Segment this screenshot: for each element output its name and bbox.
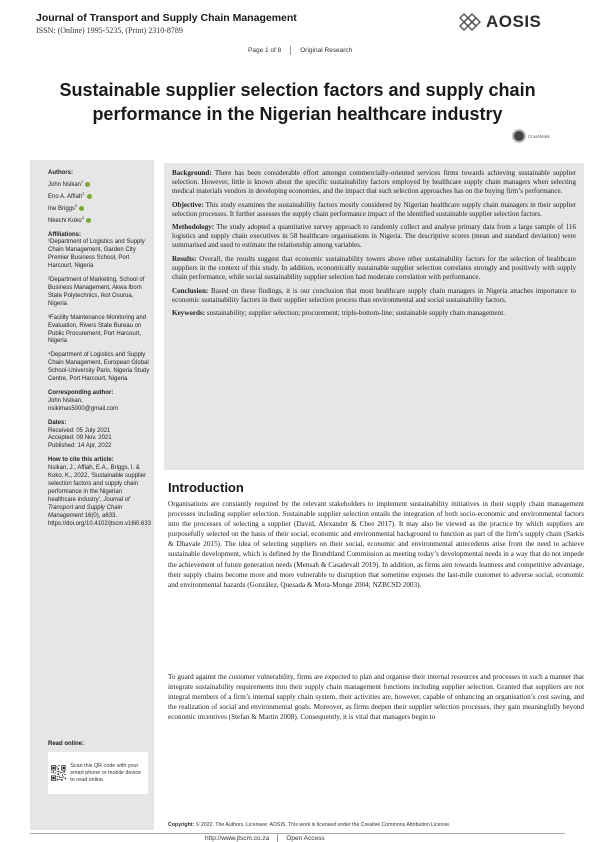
affiliation-item: ¹Department of Logistics and Supply Chain Management, Garden City Premier Business School, Port Harcourt, Nigeria: [48, 239, 145, 270]
affiliations-heading: Affiliations:: [48, 231, 81, 238]
corresponding-heading: Corresponding author:: [48, 389, 114, 396]
copyright-notice: Copyright: © 2022. The Authors. Licensee: AOSIS. This work is licensed under the Creative Commons Attribution License.: [168, 822, 451, 828]
crossmark-icon: [512, 129, 526, 143]
page-number: Page 1 of 8: [248, 47, 282, 54]
read-online-label: Read online:: [48, 741, 85, 747]
divider: [277, 834, 278, 842]
article-section: Original Research: [300, 47, 353, 54]
crossmark-badge[interactable]: [512, 129, 552, 143]
article-title: Sustainable supplier selection factors and supply chain performance in the Nigerian healthcare industry: [59, 80, 536, 124]
date-accepted: Accepted: 09 Nov. 2021: [48, 435, 112, 442]
citation-text: Nsikan, J., Affiah, E.A., Briggs, I. & Koko, K., 2022, ‘Sustainable supplier selection factors and supply chain performance in the Nigerian healthcare industry’, Journal of Transport and Supply Chain Management 16(0), a633. https://doi.org/10.4102/jtscm.v16i0.633: [48, 465, 152, 527]
author-item: Eno A. Affiah$^2$: [48, 190, 151, 202]
dates-heading: Dates:: [48, 419, 67, 426]
corresponding-email[interactable]: nsikimas5000@gmail.com: [48, 405, 119, 412]
orcid-icon[interactable]: [87, 194, 92, 199]
abstract-conclusion: Conclusion: Based on these findings, it is our conclusion that most healthcare supply chain managers in Nigeria attaches importance to economic sustainability factors in their supplier selection process than environmental and social sustainability factors.: [172, 286, 576, 304]
abstract-objective: Objective: This study examines the sustainability factors mostly considered by Nigerian healthcare supply chain managers in their supplier selection processes. It further assesses the supply chain performance impact of the identified sustainable supplier selection factors.: [172, 200, 576, 218]
affiliation-item: ⁴Department of Logistics and Supply Chain Management, European Global School-University Paris, Nigeria Study Centre, Port Harcourt, Nigeria: [48, 352, 150, 383]
abstract-methodology: Methodology: The study adopted a quantitative survey approach to randomly collect and analyse primary data from a large sample of 116 logistics and supply chain executives in 58 healthcare organisations in Nigeria. The descriptive scores (mean and standard deviation) were summarised and used to estimate the relationship among variables.: [172, 223, 576, 250]
author-item: John Nsikan$^1$: [48, 178, 151, 190]
abstract-results: Results: Overall, the results suggest that economic sustainability towers above other sustainability factors for the selection of healthcare suppliers in the context of this study. In addition, economically sustainable supplier selection correlates strongly and positively with supply chain performance, while social sustainability supplier selection had moderate correlation with performance.: [172, 254, 576, 281]
aosis-logo-icon: [458, 12, 482, 32]
citation-heading: How to cite this article:: [48, 457, 114, 464]
qr-panel: [48, 752, 148, 794]
qr-instructions: Scan this QR code with your smart phone or mobile device to read online.: [70, 762, 142, 783]
affiliation-item: ²Department of Marketing, School of Business Management, Akwa Ibom State Polytechnics, Ikot Osurua, Nigeria: [48, 277, 145, 307]
author-item: Ine Briggs$^3$: [48, 202, 151, 214]
author-item: Nkechi Koko$^4$: [48, 214, 151, 226]
abstract-box: [164, 163, 584, 470]
journal-url[interactable]: http://www.jtscm.co.za: [205, 834, 270, 842]
citation-doi[interactable]: 16(0), a633. https://doi.org/10.4102/jtscm.v16i0.633: [48, 512, 152, 527]
date-published: Published: 14 Apr. 2022: [48, 443, 112, 450]
section-heading: Introduction: [168, 480, 244, 495]
publisher-logo[interactable]: [458, 12, 541, 32]
page-footer: [205, 834, 325, 842]
journal-title: Journal of Transport and Supply Chain Management: [36, 12, 297, 24]
open-access-label: Open Access: [286, 834, 325, 842]
crossmark-label: CrossMark: [528, 133, 550, 139]
date-received: Received: 05 July 2021: [48, 427, 111, 434]
body-paragraph: To guard against the customer vulnerability, firms are expected to plan and organise their internal resources and processes in such a manner that integrate sustainability requirements into their supply chain management functions including supplier selection. Granted that suppliers are not integral members of a firm’s internal supply chain system, their activities are, however, capable of enhancing an organisation’s cost saving, and the realization of social and environmental goals. Moreover, as firms deepen their supplier selection processes, they gain meaningfully beyond economic incentives (Stefan & Martin 2008). Consequently, it is vital that managers begin to: [168, 673, 584, 722]
publisher-name: AOSIS: [486, 12, 542, 31]
orcid-icon[interactable]: [79, 206, 84, 211]
orcid-icon[interactable]: [85, 182, 90, 187]
affiliation-item: ³Facility Maintenance Monitoring and Evaluation, Rivers State Bureau on Public Procurement, Port Harcourt, Nigeria: [48, 314, 147, 345]
journal-issn: ISSN: (Online) 1995-5235, (Print) 2310-8789: [36, 26, 183, 35]
abstract-keywords: Keywords: sustainability; supplier selection; procurement; triple-bottom-line; sustainable supply chain management.: [172, 309, 505, 318]
page-header: [248, 46, 352, 55]
article-info: [48, 170, 151, 528]
authors-heading: Authors:: [48, 170, 73, 176]
qr-code-icon[interactable]: [51, 755, 66, 791]
corresponding-name: John Nsikan,: [48, 397, 83, 404]
citation-journal: Journal of Transport and Supply Chain Management: [48, 496, 130, 519]
divider: [290, 46, 291, 55]
abstract-background: Background: There has been considerable effort amongst commercially-oriented services firms towards achieving sustainable supplier selection. However, little is known about the specific sustainability factors employed by healthcare supply chain managers when selecting medical materials vendors in developing economies, and the impact that such selection approaches has on the buying firm’s performance.: [172, 169, 576, 196]
body-paragraph: Organisations are constantly required by the relevant stakeholders to implement sustainability initiatives in their supply chain management processes including supplier selection. Sustainable supplier selection entails the integration of both socio-economic and environmental factors into the processes of selecting a supplier (David, Alexander & Chee 2017). It may also be viewed as the practice by which suppliers are purposefully selected on the basis of their social, economic and environmental background to function as part of the firm’s supply chain (Sarkis & Dhavale 2015). The idea of selecting suppliers on their social, economic and environmental antecedents arise from the need to achieve sustainable development, which is defined by the Brundtland Commission as meeting today’s developmental needs in a way that do not impede the achievement of future generation needs (Mensah & Casadevall 2019). In addition, as firms aim towards leanness and competitive advantage, their supply chains become more and more vulnerable to disruption that sometime exposes the last-mile customer to adverse social, economic and environmental hazards (González, Quesada & Mora-Monge 2004; NZBCSD 2003).: [168, 500, 584, 589]
orcid-icon[interactable]: [86, 218, 91, 223]
